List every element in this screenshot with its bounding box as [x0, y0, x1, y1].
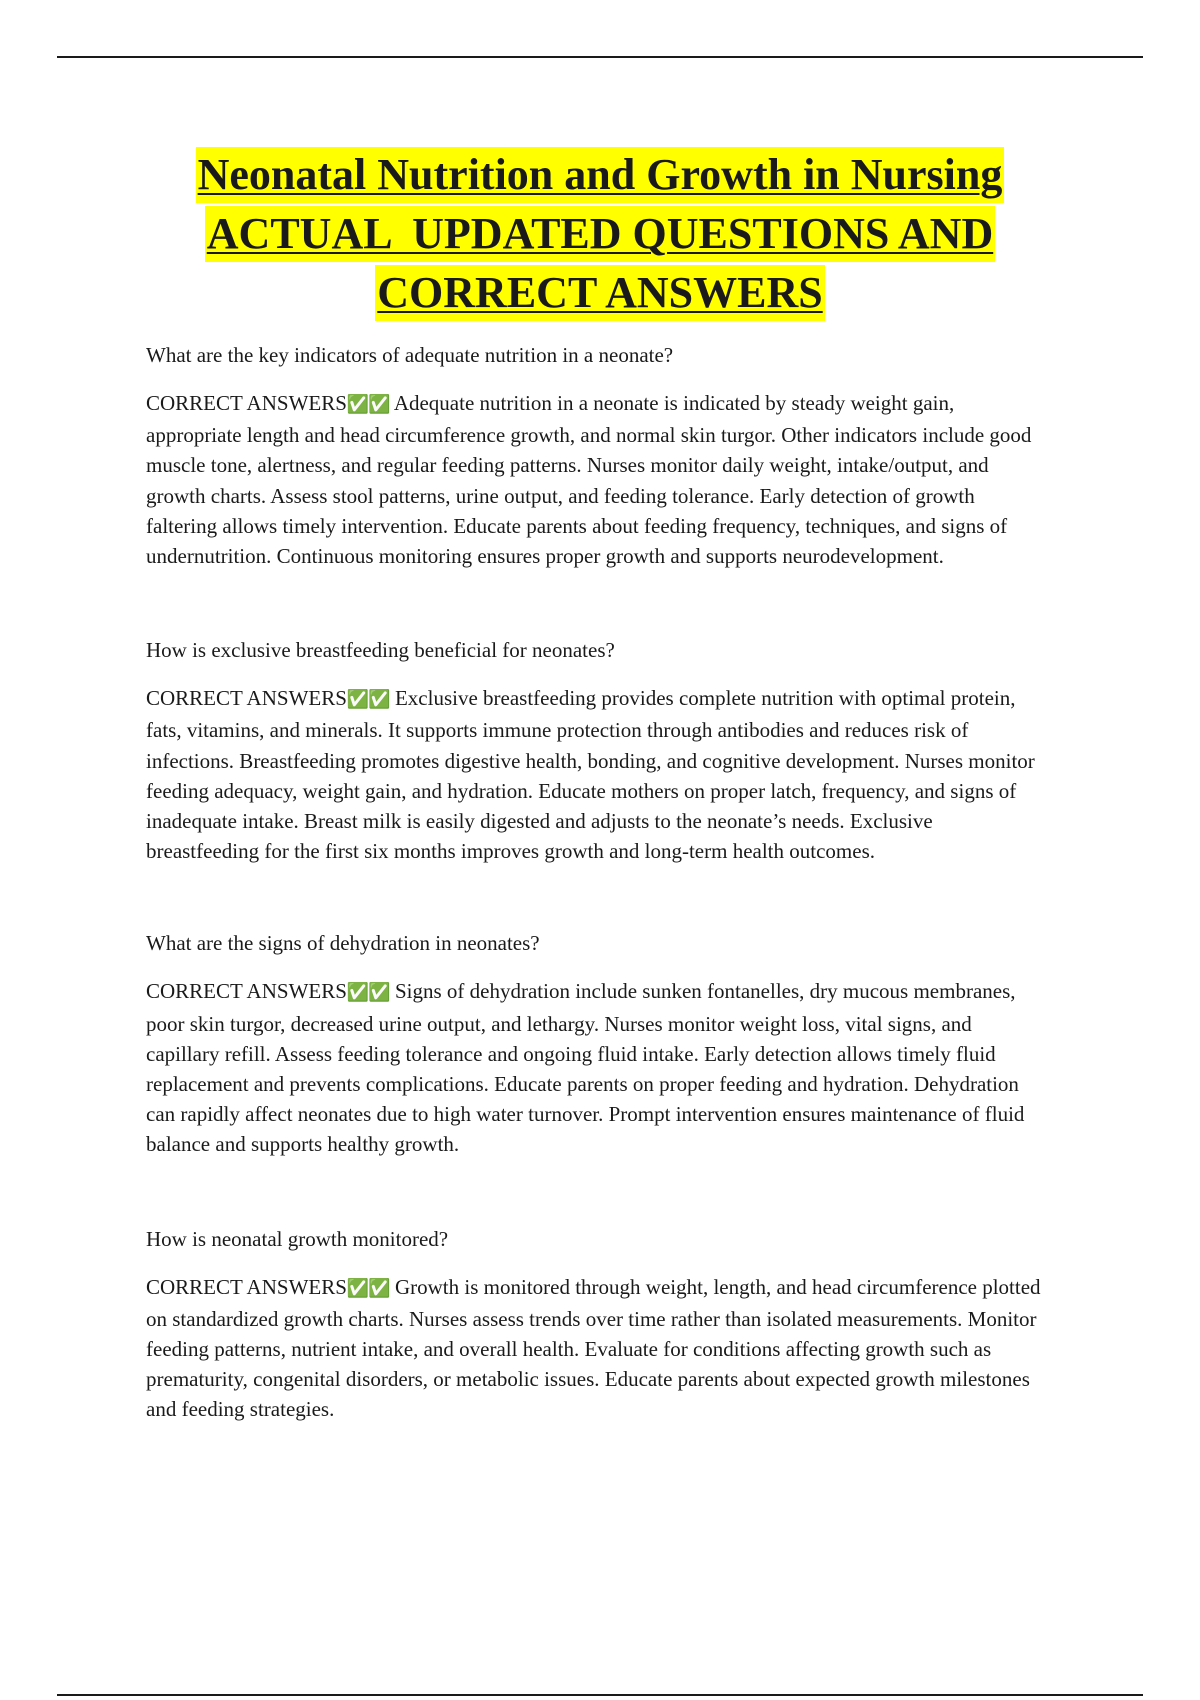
- title-line-2: ACTUAL UPDATED QUESTIONS AND: [205, 206, 995, 262]
- answer-body: Growth is monitored through weight, length, and head circumference plotted on standardized growth charts. Nurses assess trends over time rather than isolated measurements. Monitor feeding patterns, nutrient intake, and overall health. Evaluate for conditions affecting growth such as prematurity, congenital disorders, or metabolic issues. Educate parents about expected growth milestones and feeding strategies.: [146, 1274, 1041, 1422]
- answer-text: [146, 976, 1046, 1159]
- check-mark-icon: ✅✅: [346, 982, 390, 1004]
- qa-content: [146, 340, 1046, 1425]
- qa-item: [146, 928, 1046, 1159]
- answer-body: Exclusive breastfeeding provides complete nutrition with optimal protein, fats, vitamins, and minerals. It supports immune protection through antibodies and reduces risk of infections. Breastfeeding promotes digestive health, bonding, and cognitive development. Nurses monitor feeding adequacy, weight gain, and hydration. Educate mothers on proper latch, frequency, and signs of inadequate intake. Breast milk is easily digested and adjusts to the neonate’s needs. Exclusive breastfeeding for the first six months improves growth and long-term health outcomes.: [146, 686, 1035, 864]
- answer-text: [146, 388, 1046, 571]
- qa-item: [146, 1224, 1046, 1425]
- answer-prefix: CORRECT ANSWERS: [146, 979, 347, 1004]
- question-text: What are the key indicators of adequate nutrition in a neonate?: [146, 343, 674, 367]
- answer-body: Adequate nutrition in a neonate is indicated by steady weight gain, appropriate length and head circumference growth, and normal skin turgor. Other indicators include good muscle tone, alertness, and regular feeding patterns. Nurses monitor daily weight, intake/output, and growth charts. Assess stool patterns, urine output, and feeding tolerance. Early detection of growth faltering allows timely intervention. Educate parents about feeding frequency, techniques, and signs of undernutrition. Continuous monitoring ensures proper growth and supports neurodevelopment.: [146, 391, 1032, 569]
- answer-prefix: CORRECT ANSWERS: [146, 391, 347, 415]
- check-mark-icon: ✅✅: [346, 689, 390, 711]
- title-line-3: CORRECT ANSWERS: [375, 265, 824, 321]
- title-line-1: Neonatal Nutrition and Growth in Nursing: [196, 147, 1005, 203]
- question-text: How is exclusive breastfeeding beneficial for neonates?: [146, 638, 615, 663]
- question-text: What are the signs of dehydration in neonates?: [146, 931, 540, 956]
- check-mark-icon: ✅✅: [346, 394, 390, 415]
- document-title: [60, 147, 1140, 324]
- answer-text: [146, 683, 1046, 866]
- answer-prefix: CORRECT ANSWERS: [146, 1274, 347, 1299]
- answer-text: [146, 1272, 1046, 1425]
- qa-item: [146, 340, 1046, 571]
- qa-item: [146, 635, 1046, 866]
- answer-body: Signs of dehydration include sunken fontanelles, dry mucous membranes, poor skin turgor, decreased urine output, and lethargy. Nurses monitor weight loss, vital signs, and capillary refill. Assess feeding tolerance and ongoing fluid intake. Early detection allows timely fluid replacement and prevents complications. Educate parents on proper feeding and hydration. Dehydration can rapidly affect neonates due to high water turnover. Prompt intervention ensures maintenance of fluid balance and supports healthy growth.: [146, 979, 1025, 1157]
- top-horizontal-rule: [57, 56, 1143, 58]
- answer-prefix: CORRECT ANSWERS: [146, 686, 347, 711]
- question-text: How is neonatal growth monitored?: [146, 1226, 449, 1251]
- check-mark-icon: ✅✅: [346, 1277, 390, 1299]
- bottom-horizontal-rule: [57, 1694, 1143, 1696]
